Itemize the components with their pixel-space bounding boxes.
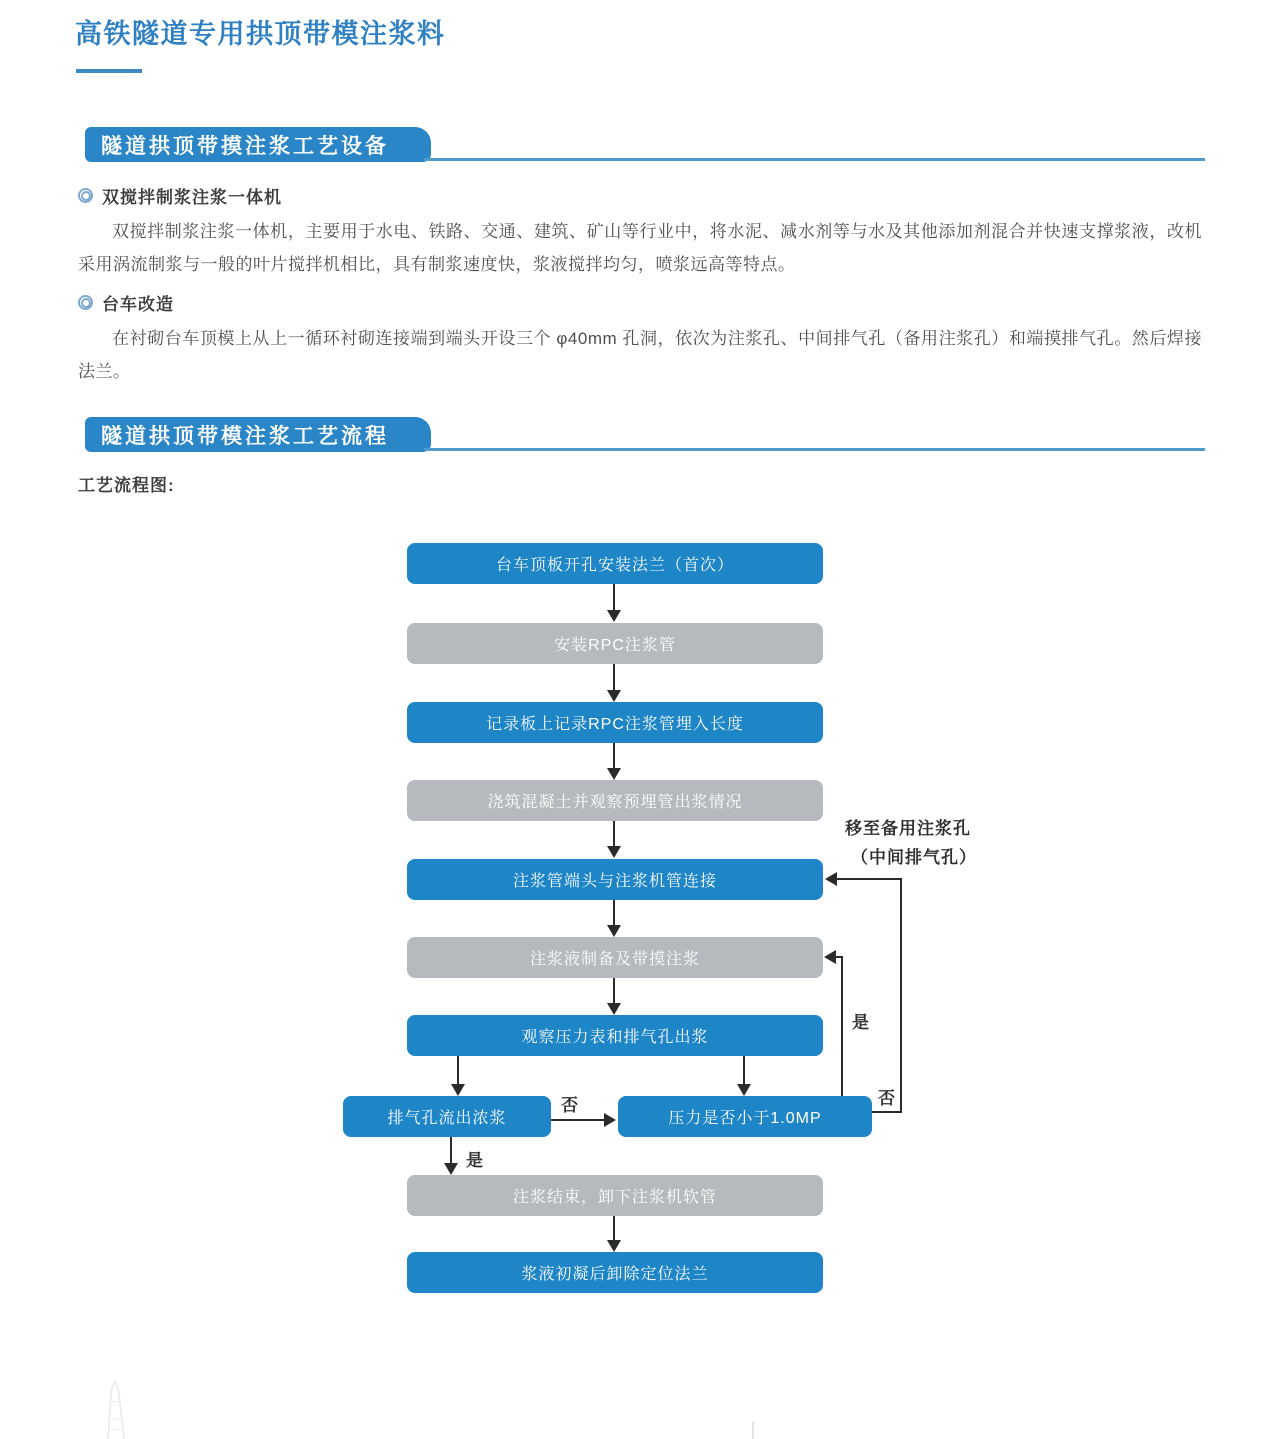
equipment-item-1-body: 双搅拌制浆注浆一体机，主要用于水电、铁路、交通、建筑、矿山等行业中，将水泥、减水剂等与水及其他添加剂混合并快速支撑浆液，改机采用涡流制浆与一般的叶片搅拌机相比，具有制浆速度快，浆液搅拌均匀，喷浆远高等特点。	[78, 222, 1202, 274]
equipment-item-1-heading: 双搅拌制浆注浆一体机	[102, 188, 282, 207]
arrow-left-icon	[825, 872, 837, 886]
flow-step-prepare-grout: 注浆液制备及带摸注浆	[407, 937, 823, 978]
equipment-item-2-body: 在衬砌台车顶模上从上一循环衬砌连接端到端头开设三个 φ40mm 孔洞，依次为注浆孔、中间排气孔（备用注浆孔）和端摸排气孔。然后焊接法兰。	[78, 329, 1202, 381]
section-banner-process-label: 隧道拱顶带模注浆工艺流程	[101, 424, 389, 448]
arrow-down-icon	[607, 610, 621, 622]
flow-step-watch-pressure: 观察压力表和排气孔出浆	[407, 1015, 823, 1056]
equipment-item-1	[78, 183, 1202, 208]
arrow-left-icon	[824, 950, 836, 964]
flow-connector	[841, 957, 843, 1096]
loop-note-line1: 移至备用注浆孔	[845, 819, 971, 838]
arrow-down-icon	[451, 1084, 465, 1096]
flow-decision-pressure: 压力是否小于1.0MP	[618, 1096, 872, 1137]
flow-connector	[457, 1056, 459, 1085]
faint-line-watermark	[752, 1422, 754, 1439]
flow-step-connect-machine: 注浆管端头与注浆机管连接	[407, 859, 823, 900]
banner-rule-process	[424, 448, 1205, 451]
flow-connector	[551, 1119, 605, 1121]
flow-step-install-flange: 台车顶板开孔安装法兰（首次）	[407, 543, 823, 584]
ring-bullet-icon	[78, 295, 93, 310]
page-title: 高铁隧道专用拱顶带模注浆料	[75, 19, 446, 49]
flow-step-vent-thick-grout: 排气孔流出浓浆	[343, 1096, 551, 1137]
arrow-down-icon	[607, 925, 621, 937]
arrow-down-icon	[444, 1163, 458, 1175]
flow-connector	[613, 664, 615, 691]
flow-step-record-length: 记录板上记录RPC注浆管埋入长度	[407, 702, 823, 743]
flow-connector	[613, 1216, 615, 1241]
arrow-right-icon	[604, 1113, 616, 1127]
arrow-down-icon	[607, 1240, 621, 1252]
flow-step-pour-concrete: 浇筑混凝土并观察预埋管出浆情况	[407, 780, 823, 821]
branch-label-no: 否	[561, 1096, 578, 1115]
equipment-content	[78, 183, 1202, 397]
flow-connector	[872, 1111, 902, 1113]
flow-step-remove-flange: 浆液初凝后卸除定位法兰	[407, 1252, 823, 1293]
ring-bullet-icon	[78, 188, 93, 203]
section-banner-equipment	[85, 127, 431, 162]
arrow-down-icon	[607, 690, 621, 702]
section-banner-equipment-label: 隧道拱顶带摸注浆工艺设备	[101, 134, 389, 158]
banner-rule-equipment	[424, 158, 1205, 161]
arrow-down-icon	[607, 1003, 621, 1015]
arrow-down-icon	[607, 846, 621, 858]
flow-connector	[613, 584, 615, 611]
flow-connector	[613, 821, 615, 847]
branch-label-no-loop: 否	[878, 1089, 895, 1108]
flow-connector	[613, 978, 615, 1004]
tower-watermark	[86, 1380, 148, 1439]
flow-connector	[613, 900, 615, 926]
flow-connector	[836, 956, 843, 958]
equipment-item-2-heading: 台车改造	[102, 295, 174, 314]
flow-connector	[450, 1137, 452, 1164]
equipment-item-2	[78, 290, 1202, 315]
branch-label-yes-loop: 是	[852, 1013, 869, 1032]
title-underline	[76, 69, 142, 73]
figure-label: 工艺流程图:	[78, 476, 175, 495]
flow-connector	[900, 878, 902, 1113]
loop-note-line2: （中间排气孔）	[851, 848, 977, 867]
arrow-down-icon	[607, 768, 621, 780]
flow-step-finish-grouting: 注浆结束，卸下注浆机软管	[407, 1175, 823, 1216]
arrow-down-icon	[737, 1084, 751, 1096]
flow-connector	[837, 878, 901, 880]
flow-step-install-rpc-pipe: 安装RPC注浆管	[407, 623, 823, 664]
flow-connector	[613, 743, 615, 769]
section-banner-process	[85, 417, 431, 452]
flow-connector	[743, 1056, 745, 1085]
branch-label-yes: 是	[466, 1151, 483, 1170]
